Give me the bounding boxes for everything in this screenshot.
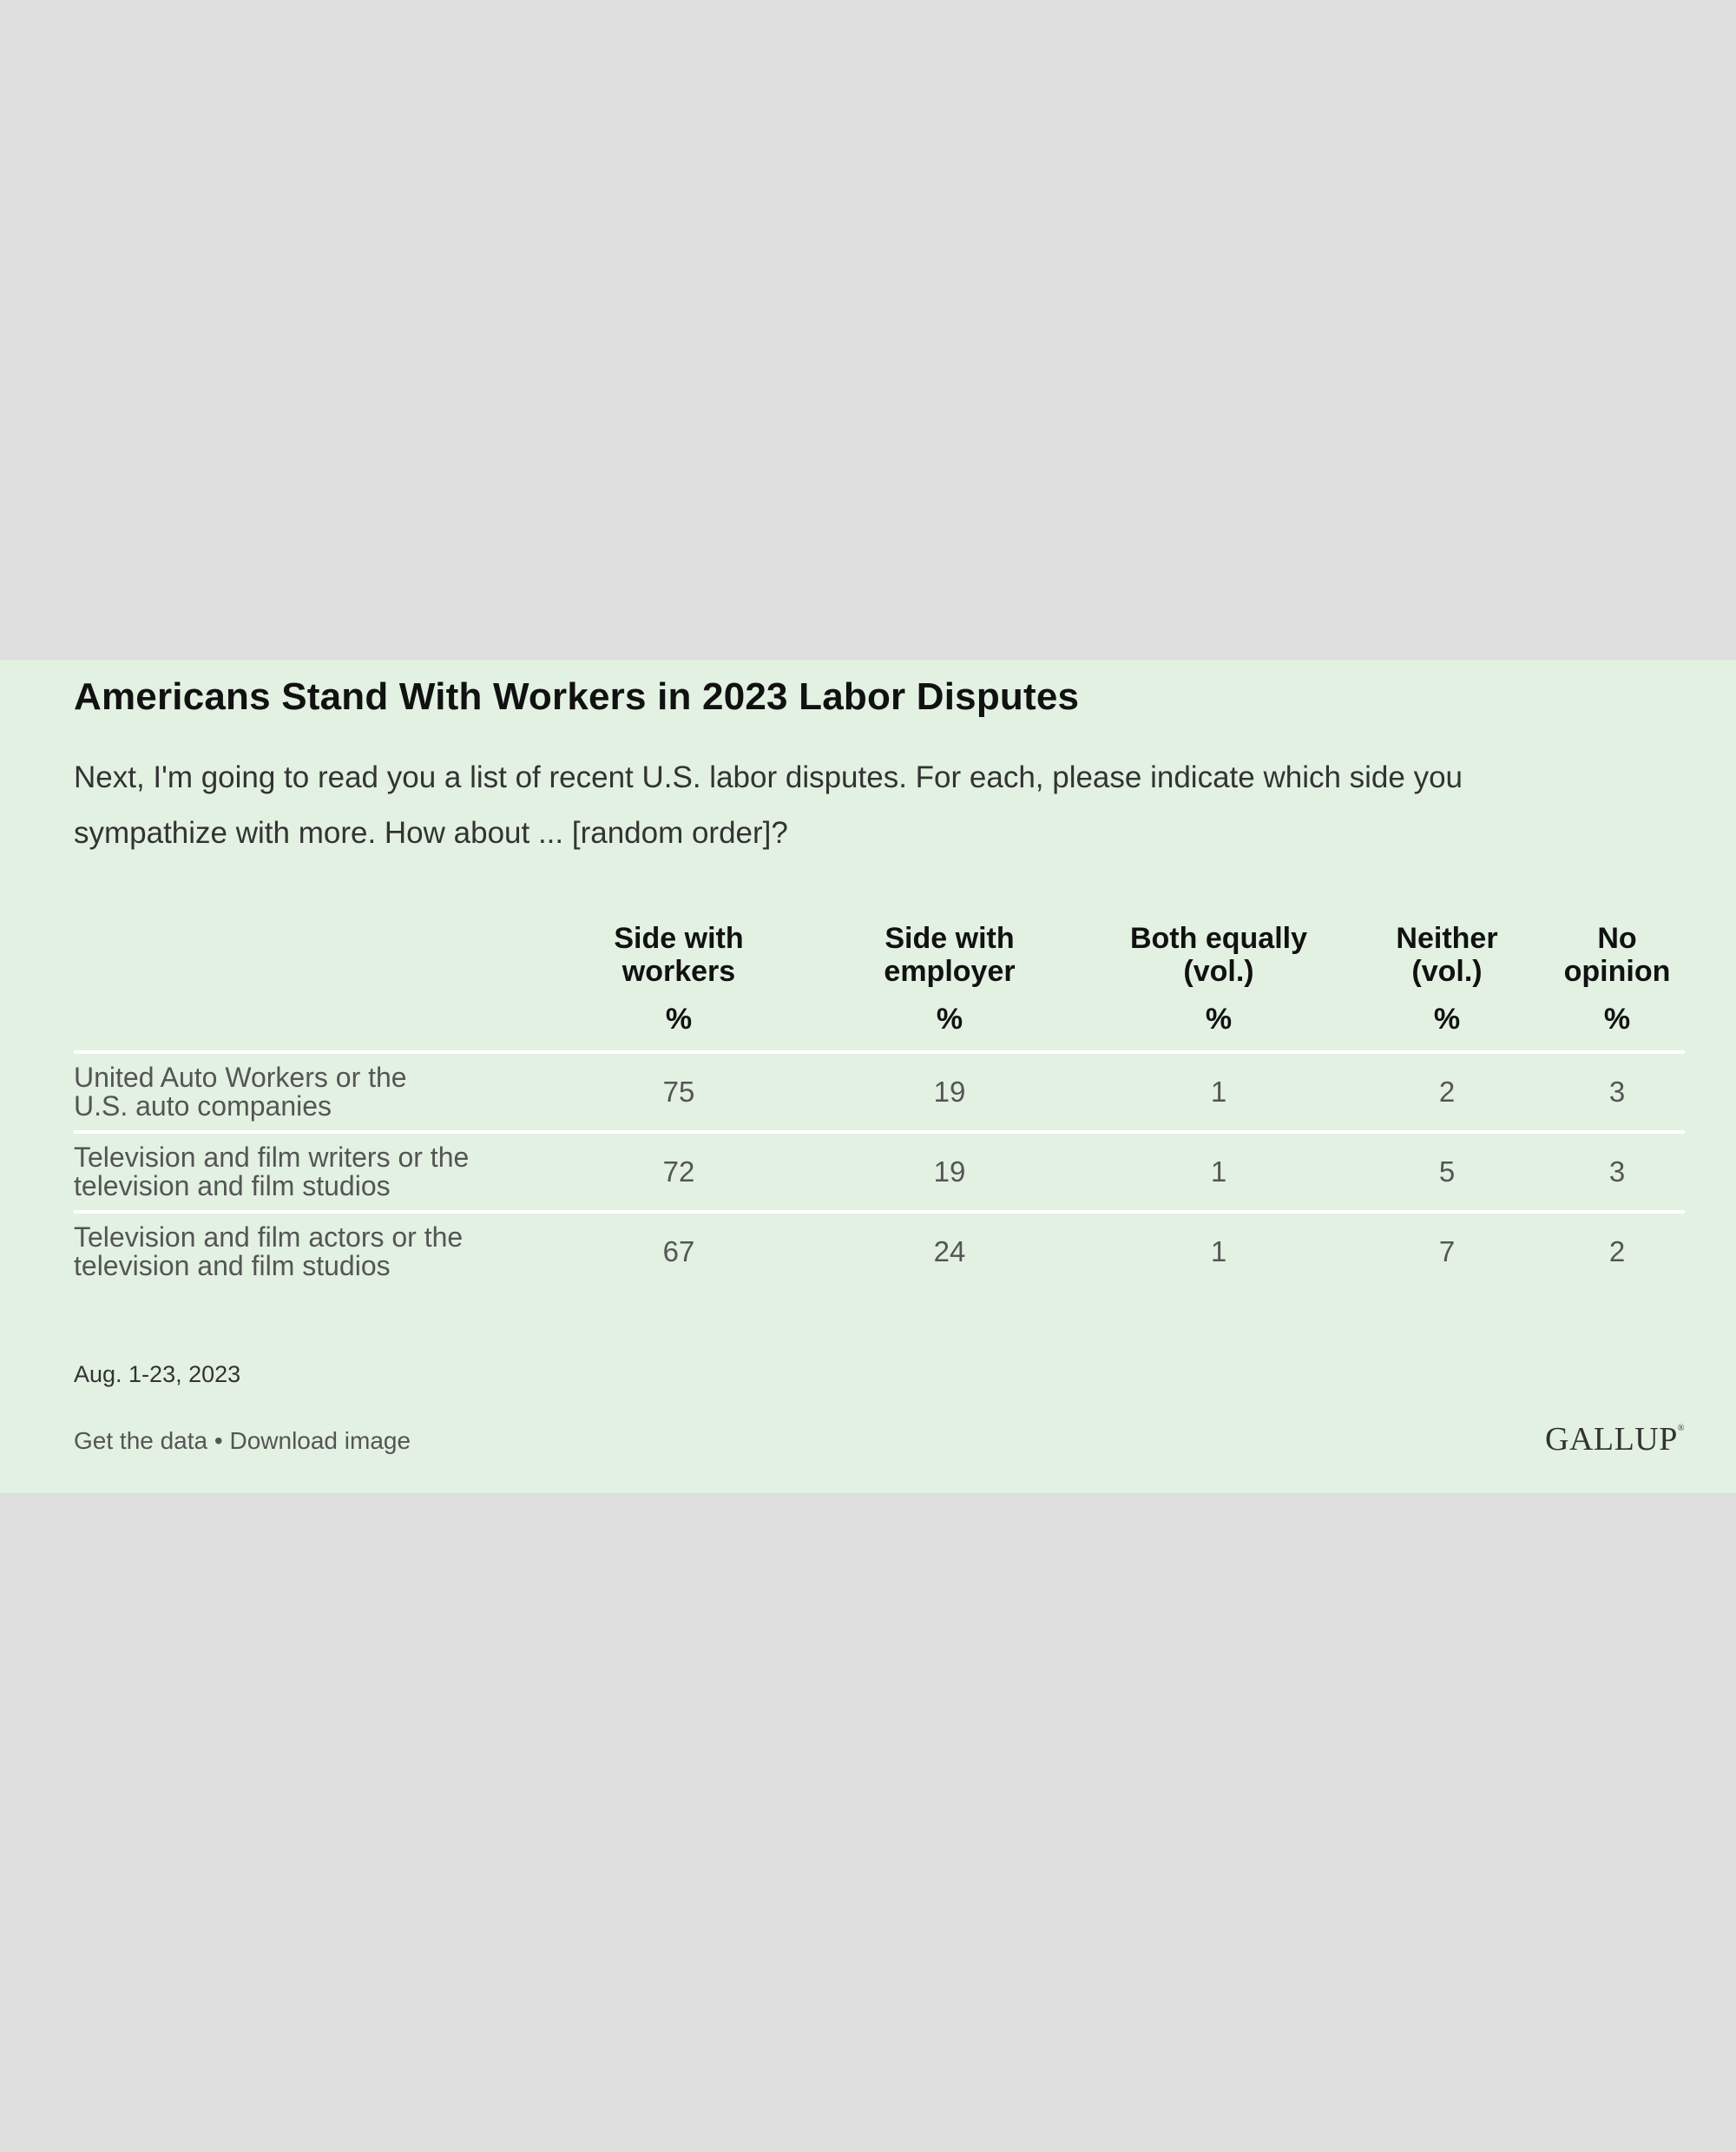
footer-links <box>74 1427 411 1455</box>
table-cell: 3 <box>1549 1132 1685 1212</box>
column-unit: % <box>806 988 1093 1052</box>
row-label: United Auto Workers or the U.S. auto companies <box>74 1052 551 1132</box>
column-unit: % <box>551 988 806 1052</box>
table-cell: 72 <box>551 1132 806 1212</box>
item-unit-cell <box>74 988 551 1052</box>
column-unit: % <box>1093 988 1345 1052</box>
row-label: Television and film actors or the television and film studios <box>74 1221 464 1281</box>
item-column-header <box>74 918 551 988</box>
unit-row <box>74 988 1685 1052</box>
table-cell: 67 <box>662 1235 695 1267</box>
table-cell: 19 <box>806 1132 1093 1212</box>
gallup-logo-text: GALLUP <box>1545 1421 1678 1458</box>
gallup-logo <box>1545 1420 1685 1458</box>
chart-subtitle: Next, I'm going to read you a list of recent U.S. labor disputes. For each, please indicate which side you sympathize with more. How about ... [random order]? <box>74 760 1463 850</box>
results-table <box>74 918 1685 1290</box>
table-cell: 3 <box>1549 1052 1685 1132</box>
chart-title: Americans Stand With Workers in 2023 Labor Disputes <box>74 675 1080 718</box>
column-unit: % <box>1549 988 1685 1052</box>
table-cell: 19 <box>806 1052 1093 1132</box>
download-image-link[interactable]: Download image <box>229 1427 411 1454</box>
chart-panel <box>0 660 1736 1493</box>
table-cell: 2 <box>1345 1052 1549 1132</box>
column-header: Side with employer <box>884 922 1016 988</box>
table-cell: 1 <box>1093 1132 1345 1212</box>
column-header: Side with workers <box>614 922 744 988</box>
link-separator: • <box>214 1427 223 1454</box>
column-header: No opinion <box>1563 922 1671 988</box>
table-row <box>74 1052 1685 1132</box>
table-cell: 7 <box>1438 1235 1456 1267</box>
table-row <box>74 1132 1685 1212</box>
column-header: Neither (vol.) <box>1396 922 1498 988</box>
table-cell: 75 <box>551 1052 806 1132</box>
get-the-data-link[interactable]: Get the data <box>74 1427 208 1454</box>
table-cell: 5 <box>1345 1132 1549 1212</box>
table-cell: 1 <box>1093 1052 1345 1132</box>
column-unit: % <box>1345 988 1549 1052</box>
row-label: Television and film writers or the television and film studios <box>74 1132 551 1212</box>
survey-date: Aug. 1-23, 2023 <box>74 1361 241 1387</box>
column-header-row <box>74 918 1685 988</box>
table-row <box>74 1212 1685 1290</box>
table-cell: 2 <box>1608 1235 1626 1267</box>
table-cell: 24 <box>933 1235 966 1267</box>
table-cell: 1 <box>1210 1235 1227 1267</box>
trademark-mark: ® <box>1677 1424 1685 1433</box>
column-header: Both equally (vol.) <box>1129 922 1308 988</box>
